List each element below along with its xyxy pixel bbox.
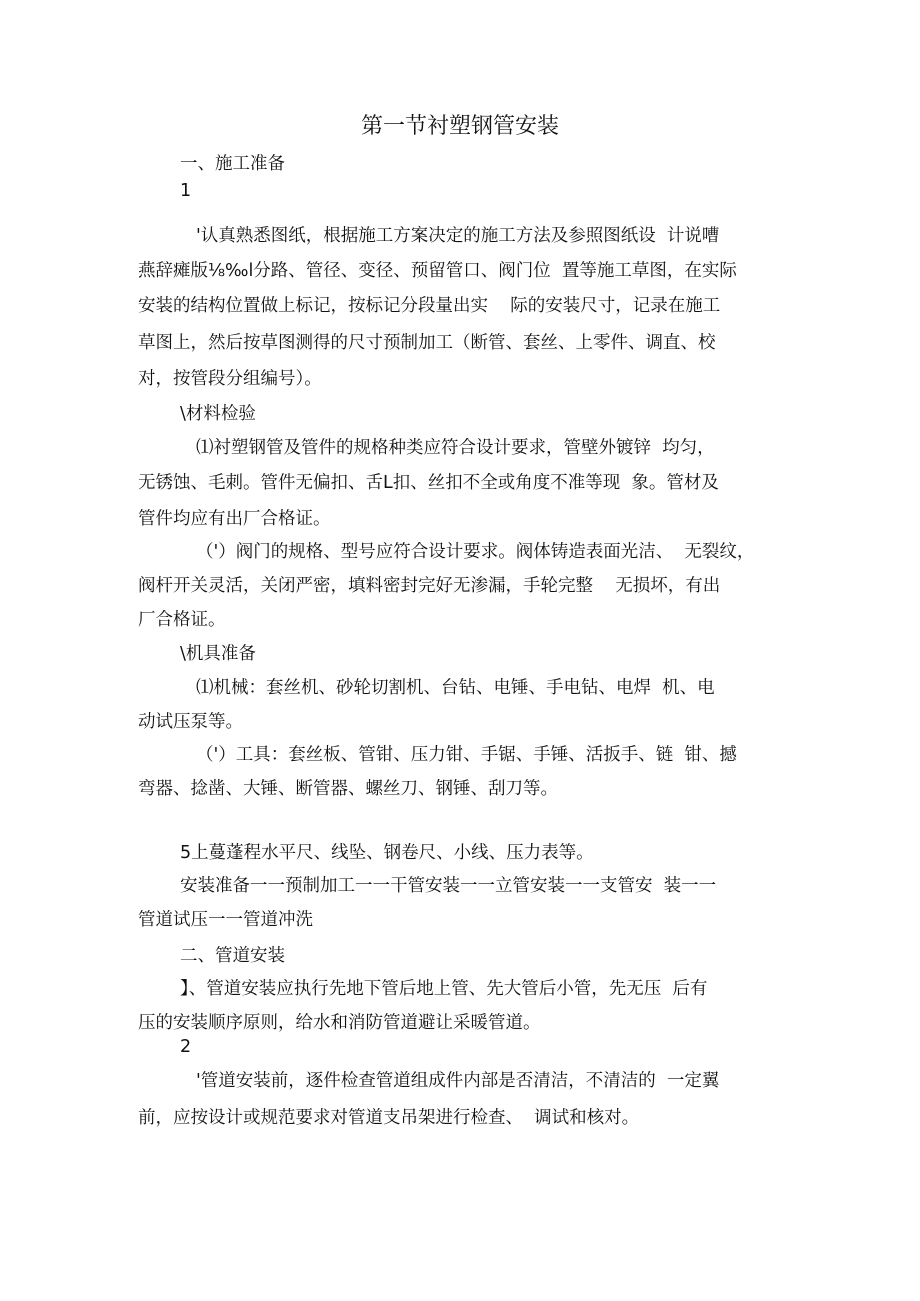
paragraph-line: 阀杆开关灵活，关闭严密，填料密封完好无渗漏，手轮完整 无损坏，有出 xyxy=(138,576,721,596)
item-number: 2 xyxy=(180,1037,192,1057)
paragraph-line: 草图上，然后按草图测得的尺寸预制加工（断管、套丝、上零件、调直、校 xyxy=(138,333,716,353)
paragraph-line: 对，按管段分组编号）。 xyxy=(138,369,322,389)
paragraph-line: 压的安装顺序原则，给水和消防管道避让采暖管道。 xyxy=(138,1013,541,1033)
paragraph-line: '认真熟悉图纸，根据施工方案决定的施工方法及参照图纸设 计说嘈 xyxy=(196,226,720,246)
paragraph-line: 安装的结构位置做上标记，按标记分段量出实 际的安装尺寸，记录在施工 xyxy=(138,296,721,316)
process-flow-line: 管道试压一一管道冲洗 xyxy=(138,910,313,930)
paragraph-line: ⑴机械：套丝机、砂轮切割机、台钻、电锤、手电钻、电焊 机、电 xyxy=(196,678,715,698)
paragraph-line: 动试压泵等。 xyxy=(138,712,243,732)
section-heading-pipe-installation: 二、管道安装 xyxy=(180,946,285,966)
subsection-heading-material-inspection: \材料检验 xyxy=(180,404,256,424)
section-heading-construction-prep: 一、施工准备 xyxy=(180,154,285,174)
item-number: 1 xyxy=(180,181,192,201)
paragraph-line: 前，应按设计或规范要求对管道支吊架进行检查、 调试和核对。 xyxy=(138,1108,640,1128)
paragraph-line: 管件均应有出厂合格证。 xyxy=(138,509,331,529)
subsection-heading-equipment-prep: \机具准备 xyxy=(180,644,256,664)
paragraph-line: 厂合格证。 xyxy=(138,610,226,630)
paragraph-line: ⑴衬塑钢管及管件的规格种类应符合设计要求，管壁外镀锌 均匀， xyxy=(196,438,715,458)
paragraph-line: 弯器、捻凿、大锤、断管器、螺丝刀、钢锤、刮刀等。 xyxy=(138,779,558,799)
paragraph-line: 燕辞瘫版⅛‰l分路、管径、变径、预留管口、阀门位 置等施工草图，在实际 xyxy=(138,261,737,281)
process-flow-line: 安装准备一一预制加工一一干管安装一一立管安装一一支管安 装一一 xyxy=(180,876,717,896)
paragraph-line: （'）工具：套丝板、管钳、压力钳、手锯、手锤、活扳手、链 钳、撼 xyxy=(196,745,737,765)
paragraph-line: 5上蔓蓬程水平尺、线坠、钢卷尺、小线、压力表等。 xyxy=(180,843,594,863)
paragraph-line: （'）阀门的规格、型号应符合设计要求。阀体铸造表面光洁、 无裂纹， xyxy=(196,542,755,562)
paragraph-line: 】、管道安装应执行先地下管后地上管、先大管后小管，先无压 后有 xyxy=(180,979,708,999)
paragraph-line: '管道安装前，逐件检查管道组成件内部是否清洁，不清洁的 一定翼 xyxy=(196,1071,720,1091)
paragraph-line: 无锈蚀、毛刺。管件无偏扣、舌L扣、丝扣不全或角度不准等现 象。管材及 xyxy=(138,473,719,493)
page-title: 第一节衬塑钢管安装 xyxy=(360,114,559,139)
